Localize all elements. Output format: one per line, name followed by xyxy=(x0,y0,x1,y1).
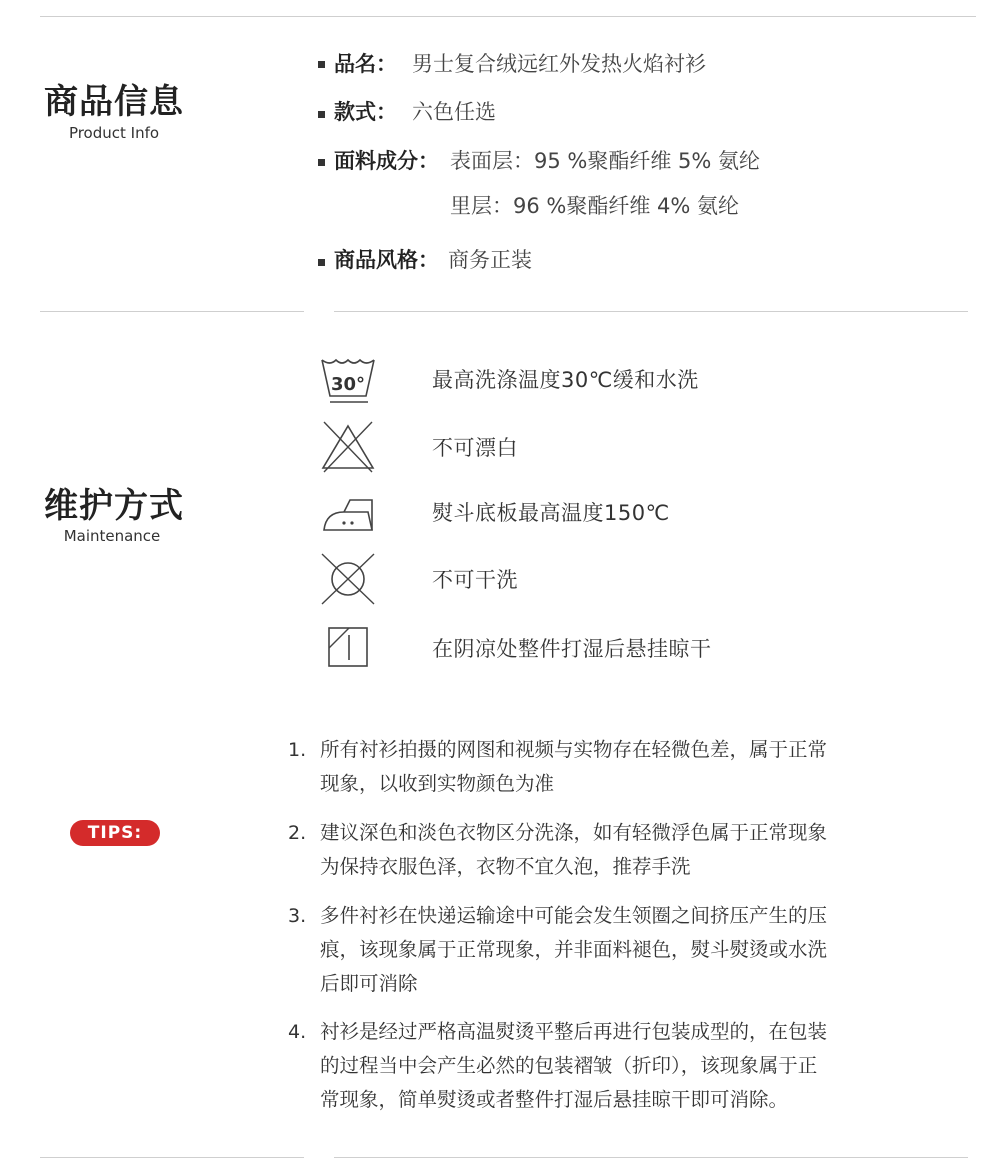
care-text-iron: 熨斗底板最高温度150℃ xyxy=(432,501,670,525)
iron-icon xyxy=(318,490,378,544)
product-info-title: 商品信息 xyxy=(44,82,184,122)
tip-number: 1. xyxy=(288,739,307,761)
info-value-style: 六色任选 xyxy=(412,100,496,124)
no-bleach-icon xyxy=(318,420,378,474)
tip-4-line-3: 常现象，简单熨烫或者整件打湿后悬挂晾干即可消除。 xyxy=(320,1088,789,1111)
bullet xyxy=(318,159,325,166)
bullet xyxy=(318,111,325,118)
tip-3-line-2: 痕，该现象属于正常现象，并非面料褪色，熨斗熨烫或水洗 xyxy=(320,938,828,961)
wash-30-icon xyxy=(318,354,378,408)
tip-4-line-2: 的过程当中会产生必然的包装褶皱（折印），该现象属于正 xyxy=(320,1054,818,1077)
hang-dry-shade-icon xyxy=(318,622,378,676)
maintenance-title: 维护方式 xyxy=(44,486,184,526)
wash-temperature-label: 30° xyxy=(330,374,366,395)
tip-4-line-1: 衬衫是经过严格高温熨烫平整后再进行包装成型的，在包装 xyxy=(320,1020,828,1043)
tip-number: 2. xyxy=(288,822,307,844)
bottom-divider-right xyxy=(334,1157,968,1158)
tip-number: 4. xyxy=(288,1021,307,1043)
top-divider xyxy=(40,16,976,17)
tip-1-line-2: 现象，以收到实物颜色为准 xyxy=(320,772,555,795)
tip-number: 3. xyxy=(288,905,307,927)
maintenance-subtitle: Maintenance xyxy=(63,527,161,545)
product-info-subtitle: Product Info xyxy=(68,124,160,142)
info-label-category: 商品风格： xyxy=(334,248,439,272)
care-text-dry-clean: 不可干洗 xyxy=(432,568,518,592)
info-value-fabric-outer: 表面层：95 %聚酯纤维 5% 氨纶 xyxy=(450,149,761,173)
care-text-hang-dry: 在阴凉处整件打湿后悬挂晾干 xyxy=(432,637,712,661)
care-text-bleach: 不可漂白 xyxy=(432,436,518,460)
info-label-style: 款式： xyxy=(334,100,397,124)
info-label-name: 品名： xyxy=(334,52,397,76)
tip-3-line-3: 后即可消除 xyxy=(320,972,418,995)
info-value-fabric-inner: 里层：96 %聚酯纤维 4% 氨纶 xyxy=(450,194,740,218)
bullet xyxy=(318,61,325,68)
tip-3-line-1: 多件衬衫在快递运输途中可能会发生领圈之间挤压产生的压 xyxy=(320,904,828,927)
tip-2-line-1: 建议深色和淡色衣物区分洗涤，如有轻微浮色属于正常现象 xyxy=(320,821,828,844)
section-divider-left xyxy=(40,311,304,312)
info-value-category: 商务正装 xyxy=(448,248,532,272)
tips-badge: TIPS: xyxy=(70,820,160,846)
care-text-wash: 最高洗涤温度30℃缓和水洗 xyxy=(432,368,699,392)
tip-2-line-2: 为保持衣服色泽，衣物不宜久泡，推荐手洗 xyxy=(320,855,691,878)
info-value-name: 男士复合绒远红外发热火焰衬衫 xyxy=(412,52,706,76)
no-dry-clean-icon xyxy=(318,552,378,606)
tip-1-line-1: 所有衬衫拍摄的网图和视频与实物存在轻微色差，属于正常 xyxy=(320,738,828,761)
bottom-divider-left xyxy=(40,1157,304,1158)
bullet xyxy=(318,259,325,266)
section-divider-right xyxy=(334,311,968,312)
info-label-fabric: 面料成分： xyxy=(334,149,439,173)
